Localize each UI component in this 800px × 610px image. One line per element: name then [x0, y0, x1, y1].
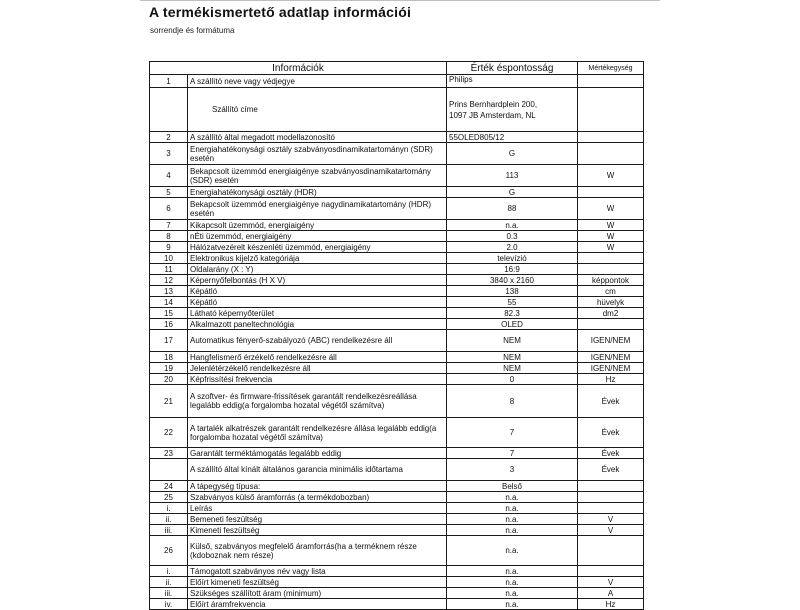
row-unit: képpontok	[578, 275, 644, 286]
table-row	[150, 187, 644, 198]
row-unit: IGEN/NEM	[578, 352, 644, 363]
row-unit	[578, 88, 644, 132]
table-row	[150, 514, 644, 525]
row-unit: Évek	[578, 459, 644, 481]
row-description: Hálózatvezérelt készenléti üzemmód, energiaigény	[188, 242, 447, 253]
table-row	[150, 536, 644, 566]
table-row	[150, 319, 644, 330]
row-value: NEM	[447, 363, 578, 374]
row-value: Philips	[447, 75, 578, 88]
row-description: A szállító neve vagy védjegye	[188, 75, 447, 88]
row-description: Energiahatékonysági osztály szabványosdinamikatartományn (SDR) esetén	[188, 143, 447, 165]
row-number: 24	[150, 481, 188, 492]
row-value: NEM	[447, 330, 578, 352]
row-value: G	[447, 187, 578, 198]
row-value: 138	[447, 286, 578, 297]
row-unit: V	[578, 514, 644, 525]
row-description: Előírt kimeneti feszültség	[188, 577, 447, 588]
table-row	[150, 503, 644, 514]
row-value: 0	[447, 374, 578, 385]
table-row	[150, 143, 644, 165]
row-description: Energiahatékonysági osztály (HDR)	[188, 187, 447, 198]
row-value: 82.3	[447, 308, 578, 319]
table-row	[150, 297, 644, 308]
row-description: Automatikus fényerő-szabályozó (ABC) rendelkezésre áll	[188, 330, 447, 352]
row-value: n.a.	[447, 503, 578, 514]
row-description: Kimeneti feszültség	[188, 525, 447, 536]
row-unit: Hz	[578, 599, 644, 610]
row-description: Jelenlétérzékelő rendelkezésre áll	[188, 363, 447, 374]
table-row	[150, 352, 644, 363]
row-number: i.	[150, 503, 188, 514]
row-unit	[578, 132, 644, 143]
address-line-2: 1097 JB Amsterdam, NL	[449, 110, 536, 120]
top-rule	[140, 0, 660, 1]
row-number: ii.	[150, 577, 188, 588]
row-unit: cm	[578, 286, 644, 297]
row-unit: IGEN/NEM	[578, 330, 644, 352]
page-title: A termékismertető adatlap információi	[149, 4, 412, 20]
row-description: Szállító címe	[188, 88, 447, 132]
row-description: Látható képernyőterület	[188, 308, 447, 319]
row-number: 11	[150, 264, 188, 275]
row-number: 26	[150, 536, 188, 566]
row-number: 5	[150, 187, 188, 198]
row-unit	[578, 75, 644, 88]
table-row	[150, 481, 644, 492]
row-unit	[578, 492, 644, 503]
row-description: A tápegység típusa:	[188, 481, 447, 492]
row-description: Alkalmazott paneltechnológia	[188, 319, 447, 330]
table-row	[150, 132, 644, 143]
row-number: 20	[150, 374, 188, 385]
row-description: Előírt áramfrekvencia	[188, 599, 447, 610]
table-row	[150, 75, 644, 88]
row-number: 7	[150, 220, 188, 231]
row-value: televízió	[447, 253, 578, 264]
row-description: Hangfelismerő érzékelő rendelkezésre áll	[188, 352, 447, 363]
row-value: n.a.	[447, 492, 578, 503]
row-number: 25	[150, 492, 188, 503]
table-row	[150, 286, 644, 297]
row-value: 88	[447, 198, 578, 220]
table-row	[150, 275, 644, 286]
row-value: 55OLED805/12	[447, 132, 578, 143]
row-number: 9	[150, 242, 188, 253]
row-description: Külső, szabványos megfelelő áramforrás(ha a terméknem része (kdoboznak nem része)	[188, 536, 447, 566]
table-row	[150, 459, 644, 481]
row-value: n.a.	[447, 577, 578, 588]
row-number: 23	[150, 448, 188, 459]
row-value: 0.3	[447, 231, 578, 242]
row-unit	[578, 143, 644, 165]
table-row	[150, 566, 644, 577]
row-value: n.a.	[447, 536, 578, 566]
row-value: 113	[447, 165, 578, 187]
row-value: 8	[447, 385, 578, 418]
row-description: A tartalék alkatrészek garantált rendelkezésre állása legalább eddig(a forgalomba hozatal végétől számítva)	[188, 418, 447, 448]
row-number: iv.	[150, 599, 188, 610]
row-value: Belső	[447, 481, 578, 492]
header-value: Érték éspontosság	[447, 62, 578, 75]
table-body	[150, 75, 644, 610]
row-unit: W	[578, 198, 644, 220]
row-value: NEM	[447, 352, 578, 363]
row-value: n.a.	[447, 588, 578, 599]
row-unit	[578, 566, 644, 577]
row-value: n.a.	[447, 220, 578, 231]
row-unit: W	[578, 242, 644, 253]
row-number: 15	[150, 308, 188, 319]
table-row	[150, 88, 644, 132]
row-number: iii.	[150, 525, 188, 536]
table-row	[150, 242, 644, 253]
table-row	[150, 363, 644, 374]
table-row	[150, 492, 644, 503]
row-unit: Hz	[578, 374, 644, 385]
row-number: 12	[150, 275, 188, 286]
table-row	[150, 165, 644, 187]
row-number: ii.	[150, 514, 188, 525]
row-unit: W	[578, 165, 644, 187]
row-value: 7	[447, 418, 578, 448]
table-row	[150, 385, 644, 418]
row-number: 21	[150, 385, 188, 418]
row-value: 3840 x 2160	[447, 275, 578, 286]
row-description: Elektronikus kijelző kategóriája	[188, 253, 447, 264]
row-number: 17	[150, 330, 188, 352]
table-row	[150, 198, 644, 220]
row-value: 16:9	[447, 264, 578, 275]
row-number: 22	[150, 418, 188, 448]
row-unit: Évek	[578, 448, 644, 459]
row-unit: V	[578, 525, 644, 536]
row-value: n.a.	[447, 525, 578, 536]
row-number	[150, 88, 188, 132]
row-description: Képátló	[188, 297, 447, 308]
row-value	[447, 88, 578, 132]
row-value: n.a.	[447, 514, 578, 525]
row-number: 1	[150, 75, 188, 88]
table-row	[150, 418, 644, 448]
row-description: Támogatott szabványos név vagy lista	[188, 566, 447, 577]
table-row	[150, 264, 644, 275]
row-value: n.a.	[447, 599, 578, 610]
row-unit: W	[578, 231, 644, 242]
address-line-1: Prins Bernhardplein 200,	[449, 99, 538, 109]
row-unit: A	[578, 588, 644, 599]
row-unit: Évek	[578, 418, 644, 448]
row-number: 13	[150, 286, 188, 297]
table-row	[150, 308, 644, 319]
row-description: Bekapcsolt üzemmód energiaigénye szabványosdinamikatartomány (SDR) esetén	[188, 165, 447, 187]
table-row	[150, 599, 644, 610]
row-unit	[578, 187, 644, 198]
row-number: 8	[150, 231, 188, 242]
row-unit	[578, 503, 644, 514]
row-description: Szabványos külső áramforrás (a termékdobozban)	[188, 492, 447, 503]
row-description: A szállító által kínált általános garancia minimális időtartama	[188, 459, 447, 481]
row-value: G	[447, 143, 578, 165]
row-value: 55	[447, 297, 578, 308]
header-unit: Mértékegység	[578, 62, 644, 75]
row-description: Képfrissítési frekvencia	[188, 374, 447, 385]
table-row	[150, 220, 644, 231]
table-row	[150, 448, 644, 459]
product-info-table	[149, 61, 644, 610]
row-unit	[578, 481, 644, 492]
row-description: Bekapcsolt üzemmód energiaigénye nagydinamikatartomány (HDR) esetén	[188, 198, 447, 220]
row-unit: hüvelyk	[578, 297, 644, 308]
header-info: Információk	[150, 62, 447, 75]
table-row	[150, 588, 644, 599]
row-value: 3	[447, 459, 578, 481]
table-header-row	[150, 62, 644, 75]
row-unit	[578, 253, 644, 264]
table-row	[150, 330, 644, 352]
row-description: Szükséges szállított áram (minimum)	[188, 588, 447, 599]
row-number: 3	[150, 143, 188, 165]
page-subtitle: sorrendje és formátuma	[150, 26, 235, 35]
row-description: Bemeneti feszültség	[188, 514, 447, 525]
table-row	[150, 374, 644, 385]
row-unit	[578, 264, 644, 275]
row-number: iii.	[150, 588, 188, 599]
row-unit: Évek	[578, 385, 644, 418]
row-number: 18	[150, 352, 188, 363]
row-value: 2.0	[447, 242, 578, 253]
row-unit: dm2	[578, 308, 644, 319]
row-value: OLED	[447, 319, 578, 330]
row-number: 14	[150, 297, 188, 308]
row-description: nÉti üzemmód, energiaigény	[188, 231, 447, 242]
row-description: Kikapcsolt üzemmód, energiaigény	[188, 220, 447, 231]
row-unit: IGEN/NEM	[578, 363, 644, 374]
row-description: Garantált terméktámogatás legalább eddig	[188, 448, 447, 459]
row-unit: W	[578, 220, 644, 231]
table-row	[150, 525, 644, 536]
row-value: n.a.	[447, 566, 578, 577]
row-number: 4	[150, 165, 188, 187]
row-number: i.	[150, 566, 188, 577]
table-row	[150, 253, 644, 264]
row-number: 16	[150, 319, 188, 330]
row-value: 7	[447, 448, 578, 459]
row-description: A szoftver- és firmware-frissítések garantált rendelkezésreállása legalább eddig(a forgalomba hozatal végétől számítva)	[188, 385, 447, 418]
row-number: 10	[150, 253, 188, 264]
row-number	[150, 459, 188, 481]
table-row	[150, 231, 644, 242]
row-description: Oldalarány (X : Y)	[188, 264, 447, 275]
table-row	[150, 577, 644, 588]
row-unit	[578, 319, 644, 330]
row-number: 2	[150, 132, 188, 143]
row-description: A szállító által megadott modellazonosító	[188, 132, 447, 143]
row-number: 6	[150, 198, 188, 220]
row-description: Képátló	[188, 286, 447, 297]
row-number: 19	[150, 363, 188, 374]
row-unit	[578, 536, 644, 566]
row-description: Leírás	[188, 503, 447, 514]
row-unit: V	[578, 577, 644, 588]
row-description: Képernyőfelbontás (H X V)	[188, 275, 447, 286]
